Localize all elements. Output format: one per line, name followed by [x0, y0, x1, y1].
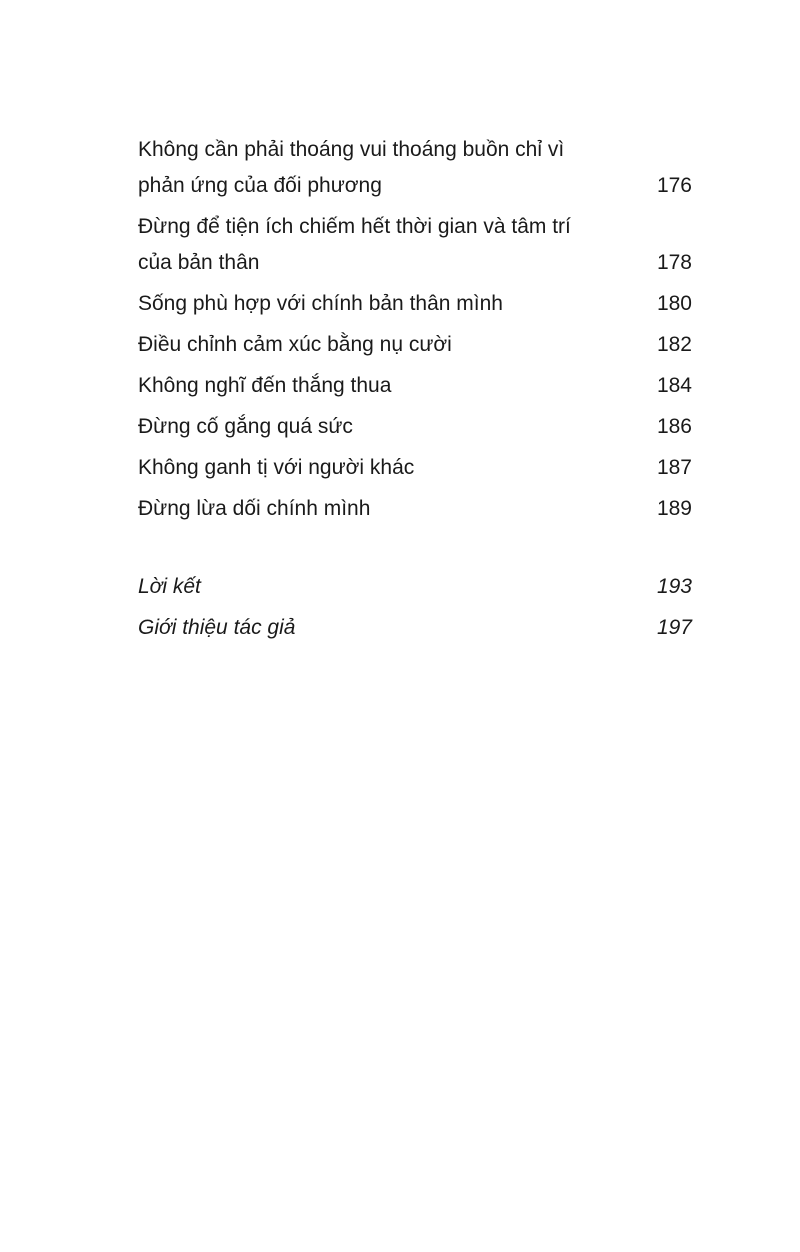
toc-entry-page: 176 [656, 174, 692, 197]
toc-entry [138, 209, 692, 281]
toc-entry-page: 197 [656, 616, 692, 639]
toc-entry-page: 189 [656, 497, 692, 520]
toc-entry [138, 450, 692, 486]
toc-entry-title: Đừng cố gắng quá sức [138, 415, 353, 438]
toc-entry [138, 491, 692, 527]
toc-entry [138, 368, 692, 404]
toc-entry [138, 132, 692, 204]
toc-entry-title: Không nghĩ đến thắng thua [138, 374, 392, 397]
toc-entry-title: Không ganh tị với người khác [138, 456, 415, 479]
toc-entry-page: 184 [656, 374, 692, 397]
toc-entry-title: Đừng lừa dối chính mình [138, 497, 371, 520]
table-of-contents [138, 132, 692, 651]
toc-entry-title: Giới thiệu tác giả [138, 616, 296, 639]
toc-entry-title: Đừng để tiện ích chiếm hết thời gian và tâm trí của bản thân [138, 215, 571, 274]
toc-entry-title: Sống phù hợp với chính bản thân mình [138, 292, 503, 315]
toc-entry-page: 186 [656, 415, 692, 438]
section-spacer [138, 532, 692, 569]
toc-entry-back-matter [138, 569, 692, 605]
toc-entry-title: Điều chỉnh cảm xúc bằng nụ cười [138, 333, 452, 356]
toc-entry-page: 178 [656, 251, 692, 274]
toc-entry [138, 286, 692, 322]
toc-entry-page: 182 [656, 333, 692, 356]
toc-entry-back-matter [138, 610, 692, 646]
toc-entry [138, 409, 692, 445]
toc-entry-title: Lời kết [138, 575, 201, 598]
toc-entry-page: 187 [656, 456, 692, 479]
toc-entry-title: Không cần phải thoáng vui thoáng buồn chỉ vì phản ứng của đối phương [138, 138, 565, 197]
toc-entry-page: 180 [656, 292, 692, 315]
toc-entry-page: 193 [656, 575, 692, 598]
toc-entry [138, 327, 692, 363]
